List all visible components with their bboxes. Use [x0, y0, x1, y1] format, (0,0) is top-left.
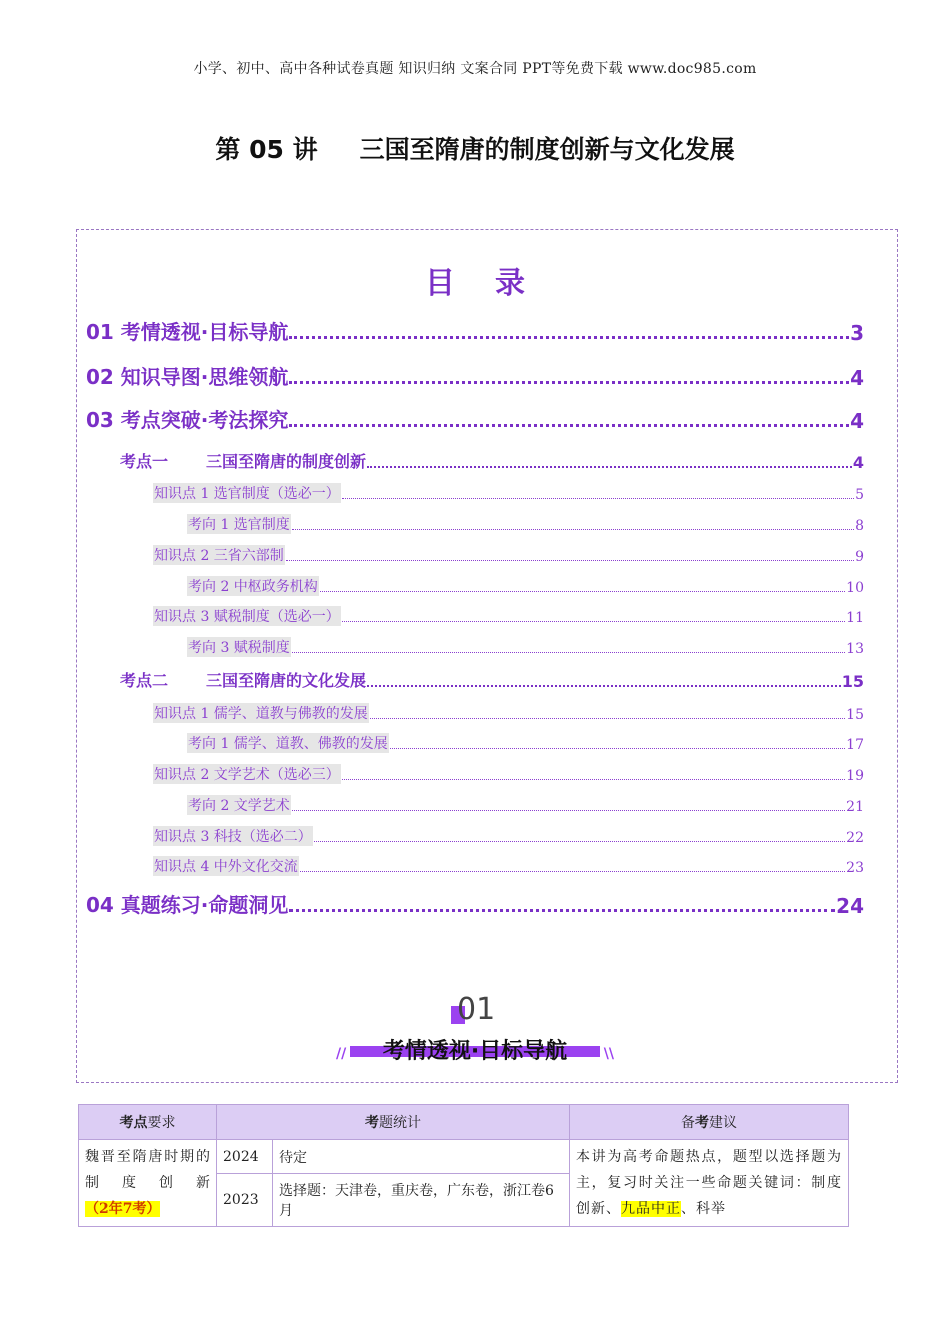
toc-entry[interactable]: 知识点 1 选官制度（选必一） 5 — [153, 483, 864, 503]
toc-page-number: 15 — [841, 672, 864, 691]
slash-decoration-left: // — [336, 1046, 347, 1062]
toc-entry[interactable]: 考向 3 赋税制度 13 — [187, 637, 864, 657]
exam-analysis-table — [78, 1104, 849, 1227]
toc-entry[interactable]: 知识点 2 文学艺术（选必三） 19 — [153, 764, 864, 784]
exam-count-highlight: （2年7考） — [85, 1201, 161, 1217]
toc-entry[interactable]: 知识点 2 三省六部制 9 — [153, 545, 864, 565]
toc-entry[interactable]: 知识点 3 科技（选必二） 22 — [153, 826, 864, 846]
slash-decoration-right: \\ — [603, 1046, 614, 1062]
toc-page-number: 17 — [846, 737, 864, 753]
toc-heading: 目录 — [425, 266, 565, 301]
table-header-row — [79, 1105, 849, 1140]
toc-page-number: 4 — [850, 409, 864, 433]
toc-entry[interactable]: 考点一 三国至隋唐的制度创新 4 — [120, 450, 864, 472]
toc-entry[interactable]: 01 考情透视·目标导航 3 — [86, 317, 864, 345]
toc-page-number: 13 — [846, 641, 864, 657]
header-statistics: 考题统计 — [217, 1105, 570, 1140]
page-title — [0, 130, 950, 166]
year-detail-cell: 待定 — [273, 1140, 570, 1174]
toc-entry[interactable]: 知识点 4 中外文化交流 23 — [153, 856, 864, 876]
toc-entry[interactable]: 知识点 3 赋税制度（选必一） 11 — [153, 606, 864, 626]
toc-page-number: 11 — [846, 610, 864, 626]
page-header: 小学、初中、高中各种试卷真题 知识归纳 文案合同 PPT等免费下载 www.doc985.com — [193, 61, 757, 77]
requirement-cell: 魏晋至隋唐时期的制度创新（2年7考） — [79, 1140, 217, 1227]
toc-page-number: 8 — [855, 518, 864, 534]
toc-page-number: 9 — [855, 549, 864, 565]
header-advice: 备考建议 — [570, 1105, 849, 1140]
section-number: 01 — [457, 992, 496, 1027]
toc-page-number: 24 — [836, 894, 864, 918]
section-banner — [330, 990, 620, 1070]
toc-page-number: 10 — [846, 580, 864, 596]
toc-entry[interactable]: 考向 2 中枢政务机构 10 — [187, 576, 864, 596]
table-row — [79, 1140, 849, 1174]
toc-entry[interactable]: 04 真题练习·命题洞见 24 — [86, 890, 864, 918]
toc-page-number: 23 — [846, 860, 864, 876]
toc-entry[interactable]: 02 知识导图·思维领航 4 — [86, 362, 864, 390]
toc-entry[interactable]: 考向 1 儒学、道教、佛教的发展 17 — [187, 733, 864, 753]
toc-entry[interactable]: 考向 1 选官制度 8 — [187, 514, 864, 534]
year-detail-cell: 选择题：天津卷，重庆卷，广东卷，浙江卷6月 — [273, 1174, 570, 1227]
toc-page-number: 21 — [846, 799, 864, 815]
keyword-highlight: 九品中正 — [621, 1201, 681, 1217]
toc-entry[interactable]: 知识点 1 儒学、道教与佛教的发展 15 — [153, 703, 864, 723]
header-requirement: 考点要求 — [79, 1105, 217, 1140]
toc-entry[interactable]: 考向 2 文学艺术 21 — [187, 795, 864, 815]
lecture-number: 第 05 讲 — [215, 135, 318, 164]
year-cell: 2023 — [217, 1174, 273, 1227]
toc-page-number: 4 — [852, 453, 864, 472]
toc-page-number: 19 — [846, 768, 864, 784]
year-cell: 2024 — [217, 1140, 273, 1174]
toc-entry[interactable]: 03 考点突破·考法探究 4 — [86, 405, 864, 433]
advice-cell: 本讲为高考命题热点，题型以选择题为主，复习时关注一些命题关键词：制度创新、九品中正、科举 — [570, 1140, 849, 1227]
toc-page-number: 5 — [855, 487, 864, 503]
lecture-subject: 三国至隋唐的制度创新与文化发展 — [359, 135, 735, 164]
toc-page-number: 3 — [850, 321, 864, 345]
toc-page-number: 4 — [850, 366, 864, 390]
toc-page-number: 15 — [846, 707, 864, 723]
toc-entry[interactable]: 考点二 三国至隋唐的文化发展 15 — [120, 669, 864, 691]
toc-page-number: 22 — [846, 830, 864, 846]
section-title: 考情透视·目标导航 — [382, 1039, 568, 1064]
